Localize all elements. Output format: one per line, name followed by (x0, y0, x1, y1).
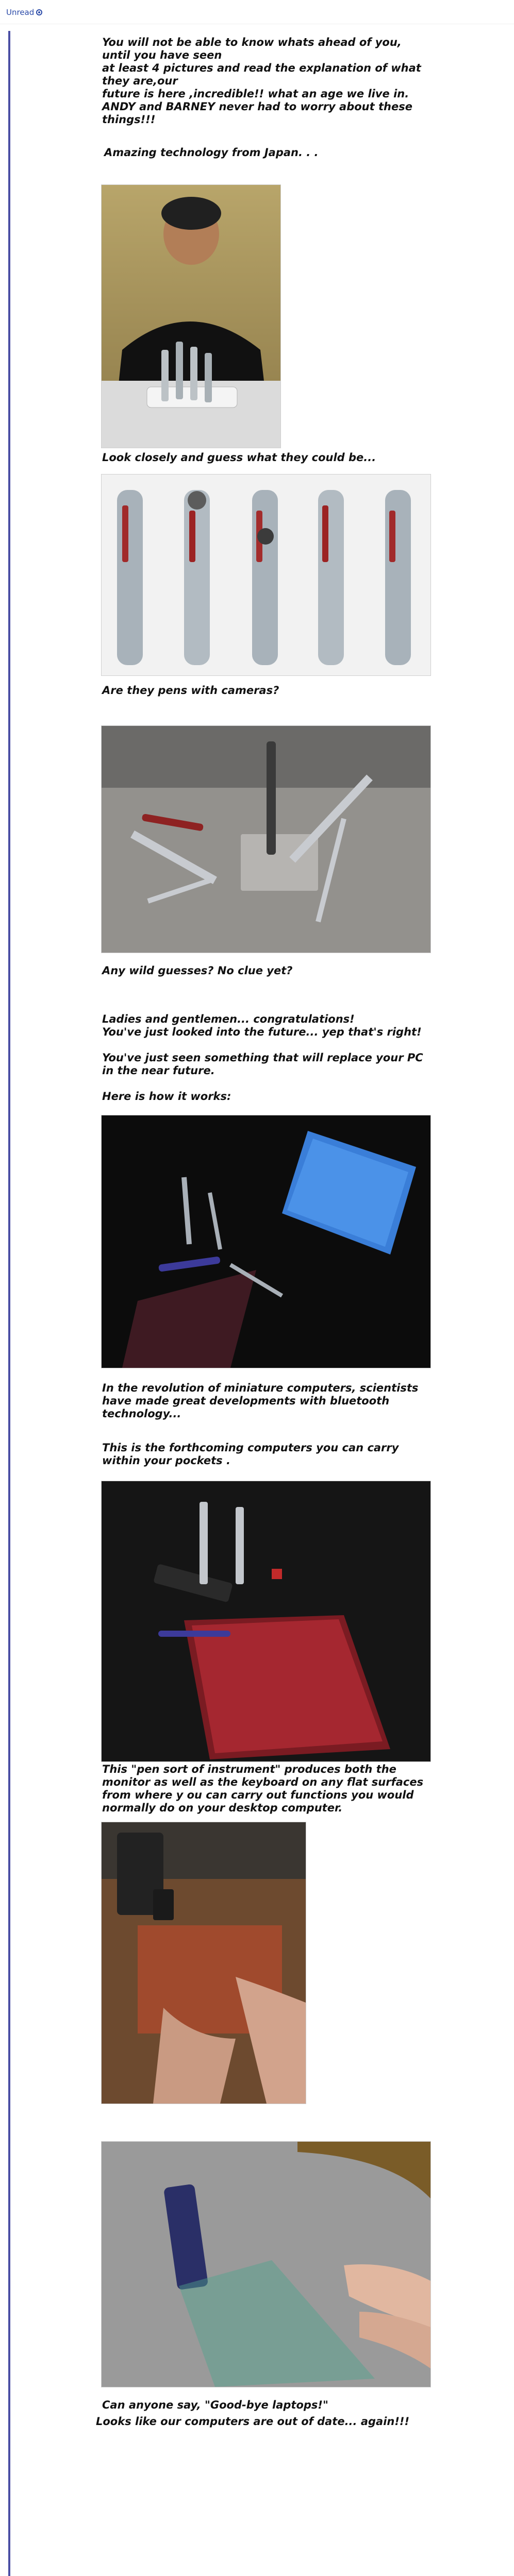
intro-line: ANDY and BARNEY never had to worry about these (102, 100, 412, 113)
phone-projected-keyboard-photo (102, 2142, 430, 2387)
image-hands-keyboard (101, 1822, 306, 2104)
caption-6 (102, 1763, 484, 1815)
unread-button[interactable] (6, 8, 42, 17)
caption-4 (102, 1382, 463, 1420)
image-pen-closeup (101, 474, 431, 676)
caption-1: Look closely and guess what they could be... (102, 451, 376, 464)
intro-line: You will not be able to know whats ahead of you, (102, 36, 402, 48)
caption-line: This "pen sort of instrument" produces both the (102, 1763, 396, 1775)
caption-2: Are they pens with cameras? (102, 684, 279, 697)
reveal-line (102, 1039, 463, 1052)
closing-2: Looks like our computers are out of date... again!!! (96, 2415, 410, 2428)
reveal-line: You've just seen something that will replace your PC (102, 1052, 423, 1064)
image-virtual-keyboard (101, 1481, 431, 1762)
intro-line: at least 4 pictures and read the explanation of what (102, 62, 421, 74)
virtual-keyboard-projection-photo (102, 1481, 430, 1761)
caption-line: within your pockets . (102, 1454, 230, 1467)
caption-line: In the revolution of miniature computers, scientists (102, 1382, 419, 1394)
intro-line: they are,our (102, 75, 178, 87)
caption-line: have made great developments with bluetooth (102, 1395, 390, 1407)
closing-1: Can anyone say, "Good-bye laptops!" (102, 2399, 328, 2411)
subtitle: Amazing technology from Japan. . . (104, 146, 319, 159)
caption-line: monitor as well as the keyboard on any flat surfaces (102, 1776, 424, 1788)
pens-on-desk-photo (102, 726, 430, 953)
intro-line: future is here ,incredible!! what an age we live in. (102, 88, 409, 100)
intro-text (102, 36, 432, 126)
caption-3: Any wild guesses? No clue yet? (102, 964, 293, 977)
reveal-line: You've just looked into the future... yep that's right! (102, 1026, 422, 1038)
reveal-line: Here is how it works: (102, 1090, 231, 1103)
window-top-bar (0, 0, 514, 24)
reveal-line (102, 1077, 463, 1090)
caption-5 (102, 1442, 463, 1467)
image-man-with-pens (101, 184, 281, 448)
hands-on-projected-keyboard-photo (102, 1822, 306, 2104)
image-pens-on-desk (101, 725, 431, 953)
reveal-text (102, 1013, 463, 1103)
reveal-line: Ladies and gentlemen... congratulations! (102, 1013, 355, 1025)
unread-label: Unread (6, 8, 35, 17)
man-with-pens-photo (102, 185, 280, 448)
projector-and-keyboard-photo (102, 1115, 430, 1368)
image-projector-keyboard (101, 1115, 431, 1368)
intro-line: things!!! (102, 113, 156, 126)
left-quote-rule (8, 31, 10, 2576)
caption-line: technology... (102, 1408, 181, 1420)
unread-circle-icon (36, 9, 42, 15)
caption-line: normally do on your desktop computer. (102, 1802, 343, 1814)
intro-line: until you have seen (102, 49, 222, 61)
pen-closeup-photo (102, 474, 430, 675)
reveal-line: in the near future. (102, 1064, 215, 1077)
image-phone-keyboard (101, 2141, 431, 2387)
caption-line: This is the forthcoming computers you can carry (102, 1442, 399, 1454)
caption-line: from where y ou can carry out functions you would (102, 1789, 414, 1801)
